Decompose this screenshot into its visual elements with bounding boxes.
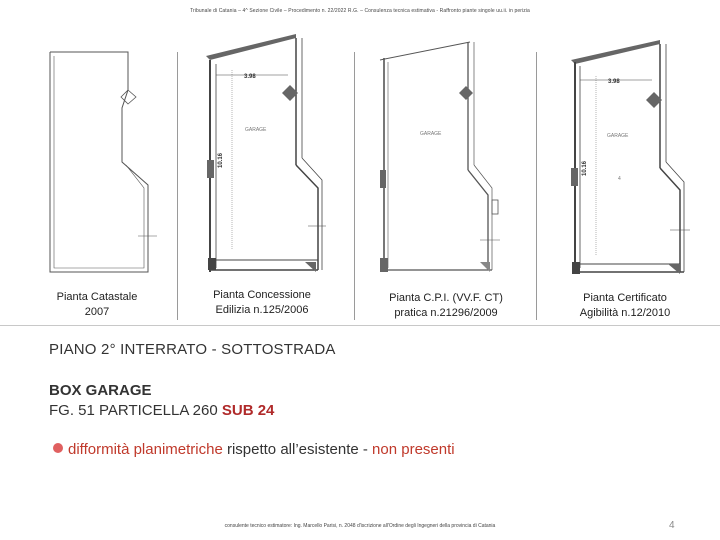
plan-catastale <box>50 52 157 272</box>
bullet-icon <box>53 443 63 453</box>
plan-2-room-label: GARAGE <box>245 127 267 133</box>
difformita-middle: rispetto all’esistente - <box>222 441 373 458</box>
difformita-status: non presenti <box>372 441 455 458</box>
difformita-line <box>53 441 455 458</box>
caption-line-2: 2007 <box>84 306 110 318</box>
difformita-label: difformità planimetriche <box>68 441 223 458</box>
page-header: Tribunale di Catania – 4^ Sezione Civile – Procedimento n. 22/2022 R.G. – Consulenza tecnica estimativa - Raffronto piante singole uu.ii. in perizia <box>190 8 530 14</box>
plan-separator <box>354 52 355 320</box>
unit-cadastral-ref <box>49 402 274 419</box>
plan-separator <box>536 52 537 320</box>
plan-agibilita <box>571 40 690 274</box>
caption-line-2: pratica n.21296/2009 <box>394 307 498 319</box>
caption-line-2: Agibilità n.12/2010 <box>579 307 671 319</box>
plan-2-height-dim: 10.16 <box>218 152 224 168</box>
plan-separator <box>177 52 178 320</box>
plan-cpi <box>380 42 500 272</box>
plan-concessione <box>206 34 326 272</box>
plan-3-room-label: GARAGE <box>420 131 442 137</box>
fg-prefix: FG. 51 PARTICELLA 260 <box>49 402 222 419</box>
plan-caption-cpi <box>371 291 521 321</box>
plan-caption-concessione <box>187 288 337 318</box>
plan-4-width-dim: 3.98 <box>608 79 620 85</box>
caption-line-1: Pianta Concessione <box>213 289 311 301</box>
caption-line-1: Pianta Catastale <box>56 291 138 303</box>
plan-4-height-dim: 10.16 <box>582 160 588 176</box>
plan-4-extra-mark: 4 <box>618 176 621 182</box>
caption-line-1: Pianta C.P.I. (VV.F. CT) <box>389 292 503 304</box>
sub-number: SUB 24 <box>221 402 275 419</box>
plan-4-room-label: GARAGE <box>607 133 629 139</box>
page-footer: consulente tecnico estimatore: Ing. Marcello Parisi, n. 2048 d'iscrizione all'Ordine degli Ingegneri della provincia di Catania <box>224 523 496 529</box>
section-title: PIANO 2° INTERRATO - SOTTOSTRADA <box>49 341 336 358</box>
horizontal-divider <box>0 325 720 326</box>
caption-line-2: Edilizia n.125/2006 <box>215 304 309 316</box>
caption-line-1: Pianta Certificato <box>583 292 667 304</box>
plan-caption-catastale <box>22 290 172 320</box>
plan-caption-agibilita <box>550 291 700 321</box>
plan-2-width-dim: 3.98 <box>244 74 256 80</box>
unit-type: BOX GARAGE <box>49 382 152 399</box>
page-number: 4 <box>669 520 675 531</box>
